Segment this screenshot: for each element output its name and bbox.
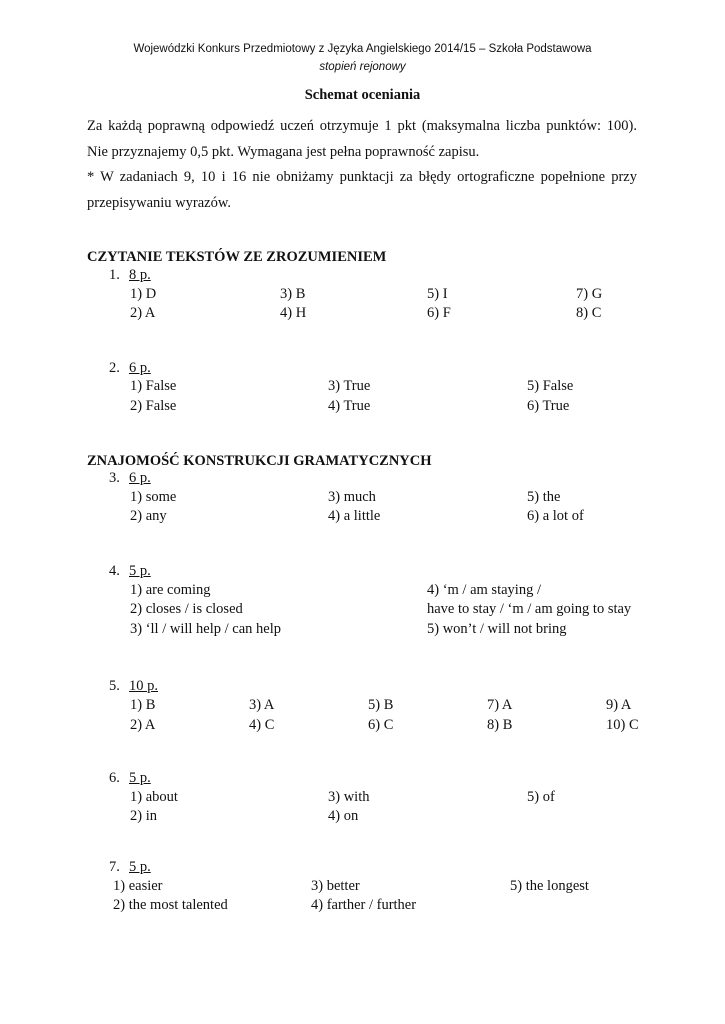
answer-item: 5) the [527,489,561,505]
answer-item: 2) closes / is closed [130,601,243,617]
answer-item: 4) True [328,398,371,414]
section-heading-reading: CZYTANIE TEKSTÓW ZE ZROZUMIENIEM [87,249,387,265]
answer-item: 4) ‘m / am staying / [427,582,541,598]
answer-item: 5) I [427,286,448,302]
answer-item: 3) B [280,286,306,302]
answer-item: 1) D [130,286,157,302]
answer-item: 2) A [130,717,156,733]
answer-item: 3) True [328,378,371,394]
task-number: 5. [109,678,120,694]
answer-item: 4) on [328,808,359,824]
answer-item: 6) C [368,717,394,733]
task-number: 6. [109,770,120,786]
page-title: Schemat oceniania [304,87,421,103]
task-number: 7. [109,859,120,875]
answer-item: 9) A [606,697,632,713]
task-points: 6 p. [129,470,151,486]
answer-item: 1) some [130,489,177,505]
answer-item: 10) C [606,717,639,733]
task-points: 10 p. [129,678,158,694]
answer-item: 1) about [130,789,178,805]
intro-line-4: przepisywaniu wyrazów. [87,194,232,211]
answer-item-continuation: have to stay / ‘m / am going to stay [427,601,632,617]
intro-line-1: Za każdą poprawną odpowiedź uczeń otrzymuje 1 pkt (maksymalna liczba punktów: 100). [87,118,637,134]
answer-item: 8) C [576,305,602,321]
answer-item: 7) A [487,697,513,713]
task-points: 5 p. [129,859,151,875]
answer-item: 5) B [368,697,394,713]
answer-item: 3) much [328,489,376,505]
answer-item: 1) are coming [130,582,211,598]
answer-item: 5) of [527,789,555,805]
answer-item: 2) in [130,808,157,824]
task-points: 5 p. [129,563,151,579]
answer-item: 4) a little [328,508,381,524]
answer-item: 3) better [311,878,360,894]
task-points: 6 p. [129,360,151,376]
task-number: 1. [109,267,120,283]
answer-item: 5) the longest [510,878,589,894]
task-number: 3. [109,470,120,486]
answer-item: 2) any [130,508,167,524]
answer-item: 7) G [576,286,603,302]
answer-item: 6) True [527,398,570,414]
answer-item: 8) B [487,717,513,733]
answer-item: 5) False [527,378,574,394]
document-header: Wojewódzki Konkurs Przedmiotowy z Języka Angielskiego 2014/15 – Szkoła Podstawowa [133,43,592,55]
document-subheader: stopień rejonowy [319,61,406,73]
answer-item: 3) A [249,697,275,713]
answer-item: 4) H [280,305,307,321]
task-number: 4. [109,563,120,579]
answer-item: 6) a lot of [527,508,584,524]
intro-line-2: Nie przyznajemy 0,5 pkt. Wymagana jest pełna poprawność zapisu. [87,143,480,160]
answer-item: 3) with [328,789,370,805]
answer-item: 5) won’t / will not bring [427,621,567,637]
answer-item: 6) F [427,305,451,321]
answer-item: 4) farther / further [311,897,417,913]
answer-item: 1) easier [113,878,163,894]
answer-item: 2) the most talented [113,897,228,913]
answer-item: 3) ‘ll / will help / can help [130,621,282,637]
answer-item: 4) C [249,717,275,733]
intro-line-3: * W zadaniach 9, 10 i 16 nie obniżamy punktacji za błędy ortograficzne popełnione przy [87,169,637,185]
task-number: 2. [109,360,120,376]
answer-item: 2) A [130,305,156,321]
intro-text [87,114,637,216]
answer-item: 1) B [130,697,156,713]
section-heading-grammar: ZNAJOMOŚĆ KONSTRUKCJI GRAMATYCZNYCH [87,453,432,469]
task-points: 8 p. [129,267,151,283]
answer-item: 2) False [130,398,177,414]
task-points: 5 p. [129,770,151,786]
answer-item: 1) False [130,378,177,394]
